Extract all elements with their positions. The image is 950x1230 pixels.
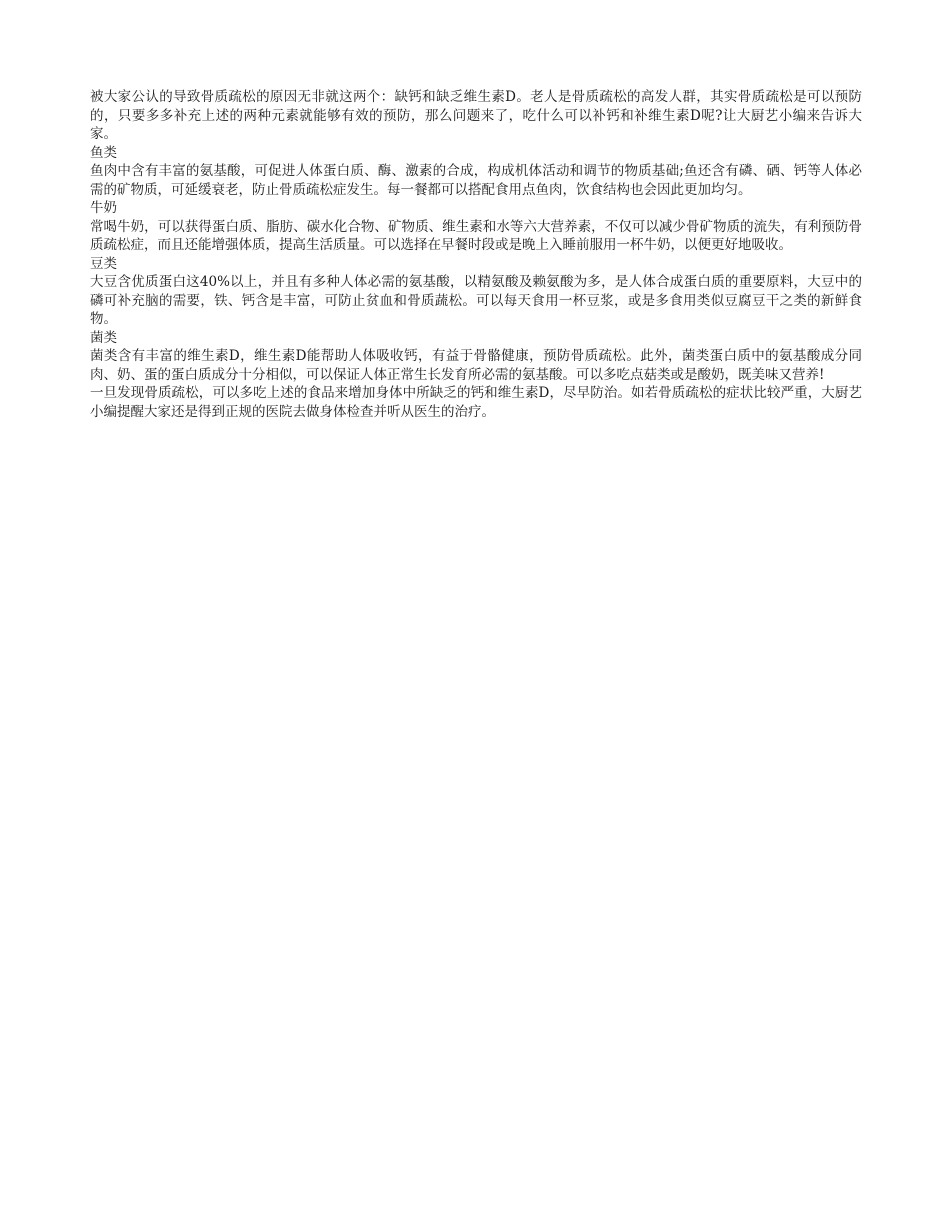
intro-paragraph: 被大家公认的导致骨质疏松的原因无非就这两个：缺钙和缺乏维生素D。老人是骨质疏松的高发人群，其实骨质疏松是可以预防的，只要多多补充上述的两种元素就能够有效的预防，那么问题来了，吃什么可以补钙和补维生素D呢?让大厨艺小编来告诉大家。 xyxy=(90,89,862,142)
conclusion-paragraph: 一旦发现骨质疏松，可以多吃上述的食品来增加身体中所缺乏的钙和维生素D，尽早防治。如若骨质疏松的症状比较严重，大厨艺小编提醒大家还是得到正规的医院去做身体检查并听从医生的治疗。 xyxy=(90,385,862,420)
section-heading-fungi: 菌类 xyxy=(90,329,117,346)
section-heading-beans: 豆类 xyxy=(90,255,117,272)
article xyxy=(90,88,862,421)
section-heading-fish: 鱼类 xyxy=(90,144,117,161)
section-body-fish: 鱼肉中含有丰富的氨基酸，可促进人体蛋白质、酶、激素的合成，构成机体活动和调节的物质基础;鱼还含有磷、硒、钙等人体必需的矿物质，可延缓衰老，防止骨质疏松症发生。每一餐都可以搭配食用点鱼肉，饮食结构也会因此更加均匀。 xyxy=(90,163,862,198)
section-heading-milk: 牛奶 xyxy=(90,200,117,216)
section-body-fungi: 菌类含有丰富的维生素D，维生素D能帮助人体吸收钙，有益于骨骼健康，预防骨质疏松。此外，菌类蛋白质中的氨基酸成分同肉、奶、蛋的蛋白质成分十分相似，可以保证人体正常生长发育所必需的氨基酸。可以多吃点菇类或是酸奶，既美味又营养! xyxy=(90,348,862,383)
section-body-beans: 大豆含优质蛋白这40%以上，并且有多种人体必需的氨基酸，以精氨酸及赖氨酸为多，是人体合成蛋白质的重要原料，大豆中的磷可补充脑的需要，铁、钙含是丰富，可防止贫血和骨质蔬松。可以每天食用一杯豆浆，或是多食用类似豆腐豆干之类的新鲜食物。 xyxy=(90,274,862,327)
section-body-milk: 常喝牛奶，可以获得蛋白质、脂肪、碳水化合物、矿物质、维生素和水等六大营养素，不仅可以减少骨矿物质的流失，有利预防骨质疏松症，而且还能增强体质，提高生活质量。可以选择在早餐时段或是晚上入睡前服用一杯牛奶，以便更好地吸收。 xyxy=(90,218,862,253)
